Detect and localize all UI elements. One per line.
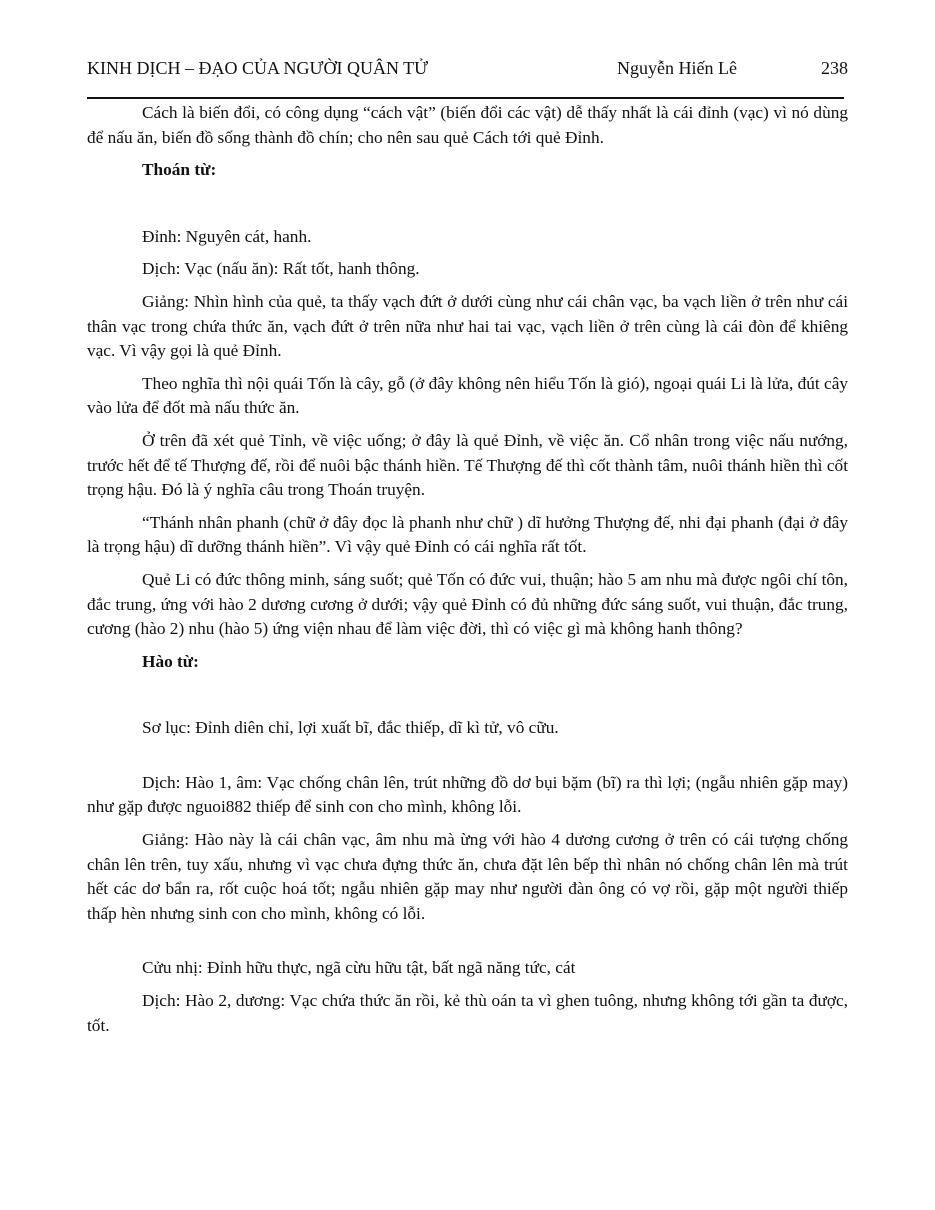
paragraph-theo-nghia: Theo nghĩa thì nội quái Tốn là cây, gỗ (ở đây không nên hiểu Tốn là gió), ngoại quái Li là lửa, đút cây vào lửa để đốt mà nấu thức ăn. (87, 373, 848, 418)
paragraph-so-luc: Sơ lục: Đỉnh diên chỉ, lợi xuất bĩ, đắc thiếp, dĩ kì tử, vô cữu. (142, 718, 559, 738)
paragraph-intro: Cách là biến đổi, có công dụng “cách vật” (biến đổi các vật) dễ thấy nhất là cái đỉnh (vạc) vì nó dùng để nấu ăn, biến đồ sống thành đồ chín; cho nên sau quẻ Cách tới quẻ Đỉnh. (87, 103, 848, 147)
heading-thoan-tu: Thoán từ: (142, 160, 217, 180)
paragraph-thanh-nhan: “Thánh nhân phanh (chữ ở đây đọc là phanh như chữ ) dĩ hưởng Thượng đế, nhi đại phanh (đại ở đây là trọng hậu) dĩ dưỡng thánh hiền”. Vì vậy quẻ Đỉnh có cái nghĩa rất tốt. (87, 512, 848, 557)
heading-hao-tu: Hào từ: (142, 651, 199, 671)
document-page (87, 0, 848, 1210)
paragraph-dinh: Đỉnh: Nguyên cát, hanh. (142, 226, 312, 246)
author-name: Nguyễn Hiến Lê (617, 58, 737, 78)
paragraph-dich-1: Dịch: Vạc (nấu ăn): Rất tốt, hanh thông. (142, 259, 420, 279)
paragraph-que-li: Quẻ Li có đức thông minh, sáng suốt; quẻ Tốn có đức vui, thuận; hào 5 am nhu mà được ngôi chí tôn, đắc trung, ứng với hào 2 dương cương ở dưới; vậy quẻ Đỉnh có đủ những đức sáng suốt, vui thuận, đắc trung, cương (hào 2) nhu (hào 5) ứng viện nhau để làm việc đời, thì có việc gì mà không hanh thông? (87, 569, 848, 639)
spacer (87, 749, 848, 771)
spacer (87, 934, 848, 956)
page-header (87, 58, 848, 82)
paragraph-dich-3: Dịch: Hào 2, dương: Vạc chứa thức ăn rồi, kẻ thù oán ta vì ghen tuông, nhưng không tới gần ta được, tốt. (87, 991, 848, 1035)
spacer (87, 682, 848, 716)
book-title: KINH DỊCH – ĐẠO CỦA NGƯỜI QUÂN TỬ (87, 58, 429, 78)
paragraph-o-tren: Ở trên đã xét quẻ Tỉnh, về việc uống; ở đây là quẻ Đỉnh, về việc ăn. Cổ nhân trong việc nấu nướng, trước hết để tế Thượng đế, rồi để nuôi bậc thánh hiền. Tế Thượng đế thì cốt thành tâm, nuôi thánh hiền thì cốt trọng hậu. Đó là ý nghĩa câu trong Thoán truyện. (87, 430, 848, 500)
header-rule (87, 97, 844, 99)
page-number: 238 (821, 58, 848, 78)
paragraph-cuu-nhi: Cửu nhị: Đỉnh hữu thực, ngã cừu hữu tật, bất ngã năng tức, cát (142, 958, 576, 978)
paragraph-dich-2: Dịch: Hào 1, âm: Vạc chống chân lên, trút những đồ dơ bụi bặm (bĩ) ra thì lợi; (ngẫu nhiên gặp may) như gặp được nguoi882 thiếp để sinh con cho mình, không lỗi. (87, 772, 848, 817)
paragraph-giang-1: Giảng: Nhìn hình của quẻ, ta thấy vạch đứt ở dưới cùng như cái chân vạc, ba vạch liền ở trên như cái thân vạc trong chứa thức ăn, vạch đứt ở trên nữa như hai tai vạc, vạch liền ở trên cùng là cái đòn để khiêng vạc. Vì vậy gọi là quẻ Đỉnh. (87, 291, 848, 361)
page-body (87, 101, 848, 1046)
spacer (87, 191, 848, 225)
paragraph-giang-2: Giảng: Hào này là cái chân vạc, âm nhu mà ừng với hào 4 dương cương ở trên có cái tượng chống chân lên trên, tuy xấu, nhưng vì vạc chưa đựng thức ăn, chưa đặt lên bếp thì nhân nó chống chân lên mà trút hết các dơ bẩn ra, rốt cuộc hoá tốt; ngẫu nhiên gặp may như người đàn ông có vợ rồi, gặp một người thiếp thấp hèn nhưng sinh con cho mình, không có lỗi. (87, 830, 848, 923)
